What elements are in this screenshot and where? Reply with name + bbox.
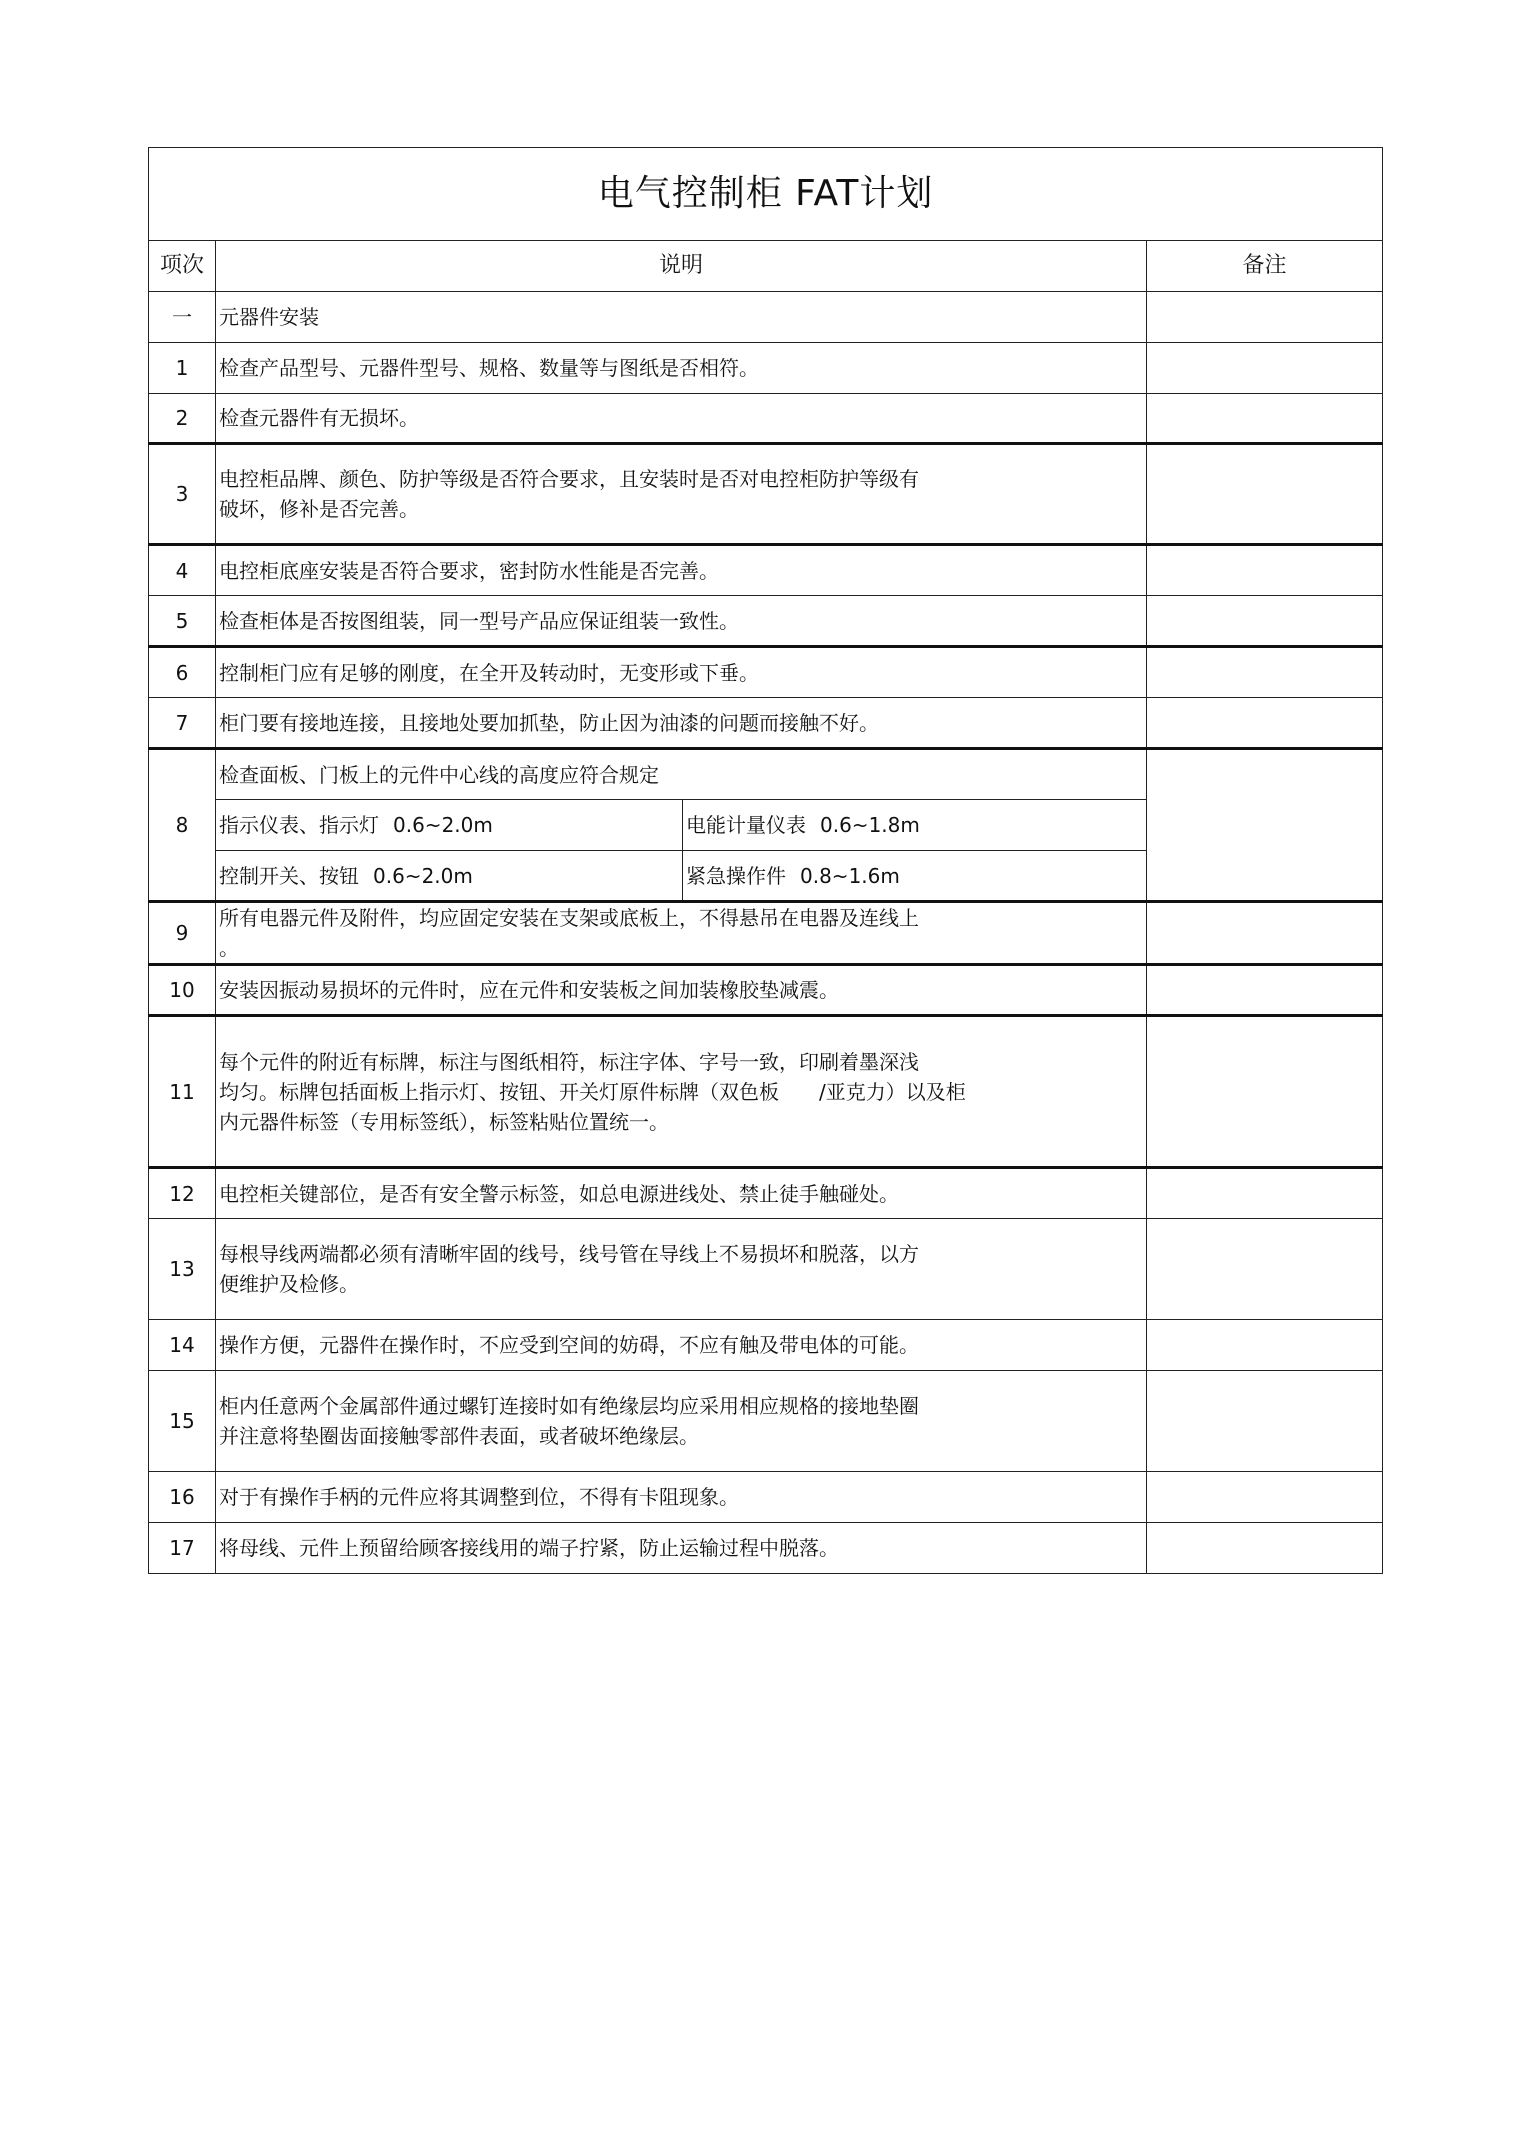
row-number: 12	[149, 1168, 216, 1219]
remarks-cell	[1147, 343, 1383, 394]
table-row	[149, 1016, 1383, 1168]
row-description	[216, 596, 1147, 647]
row-number: 9	[149, 902, 216, 965]
description-line: 对于有操作手柄的元件应将其调整到位，不得有卡阻现象。	[219, 1485, 739, 1509]
remarks-cell	[1147, 1168, 1383, 1219]
row-number: 6	[149, 647, 216, 698]
spec-label: 指示仪表、指示灯	[219, 813, 379, 837]
table-row	[149, 965, 1383, 1016]
description-line: 操作方便，元器件在操作时，不应受到空间的妨碍，不应有触及带电体的可能。	[219, 1333, 919, 1357]
row-number: 2	[149, 394, 216, 444]
spec-label: 紧急操作件	[686, 863, 786, 888]
title-row	[149, 148, 1383, 241]
table-row	[149, 1472, 1383, 1523]
description-line: 将母线、元件上预留给顾客接线用的端子拧紧，防止运输过程中脱落。	[219, 1536, 839, 1560]
spec-value: 0.6~1.8m	[820, 813, 920, 837]
row-number: 8	[149, 749, 216, 902]
row-number: 5	[149, 596, 216, 647]
description-line: 每个元件的附近有标牌，标注与图纸相符，标注字体、字号一致，印刷着墨深浅	[219, 1049, 919, 1074]
row-description	[216, 545, 1147, 596]
row-number: 16	[149, 1472, 216, 1523]
description-line: 每根导线两端都必须有清晰牢固的线号，线号管在导线上不易损坏和脱落，以方	[219, 1242, 919, 1266]
description-line: 柜内任意两个金属部件通过螺钉连接时如有绝缘层均应采用相应规格的接地垫圈	[219, 1394, 919, 1418]
page-title: 电气控制柜 FAT计划	[149, 148, 1383, 241]
remarks-cell	[1147, 647, 1383, 698]
remarks-cell	[1147, 1219, 1383, 1320]
section-number: 一	[149, 292, 216, 343]
header-row	[149, 241, 1383, 292]
table-row	[149, 1168, 1383, 1219]
table-row	[149, 698, 1383, 749]
table-row	[149, 545, 1383, 596]
row-number: 11	[149, 1016, 216, 1168]
description-line: 破坏，修补是否完善。	[219, 497, 419, 521]
row-description: 检查面板、门板上的元件中心线的高度应符合规定	[216, 749, 1147, 800]
description-line: 。	[219, 936, 239, 960]
table-row	[149, 596, 1383, 647]
description-line: 电控柜品牌、颜色、防护等级是否符合要求，且安装时是否对电控柜防护等级有	[219, 467, 919, 491]
spec-value: 0.8~1.6m	[800, 863, 900, 888]
height-spec-cell	[216, 800, 683, 851]
row-description	[216, 1168, 1147, 1219]
spec-value: 0.6~2.0m	[393, 813, 493, 837]
table-row	[149, 647, 1383, 698]
table-row	[149, 343, 1383, 394]
row-description	[216, 1523, 1147, 1574]
description-line: 安装因振动易损坏的元件时，应在元件和安装板之间加装橡胶垫减震。	[219, 978, 839, 1002]
remarks-cell	[1147, 596, 1383, 647]
remarks-cell	[1147, 1320, 1383, 1371]
height-spec-cell	[683, 851, 1147, 902]
remarks-cell	[1147, 292, 1383, 343]
row-number: 13	[149, 1219, 216, 1320]
description-line: 控制柜门应有足够的刚度，在全开及转动时，无变形或下垂。	[219, 660, 759, 685]
table-row	[149, 1320, 1383, 1371]
row-description	[216, 698, 1147, 749]
row-number: 4	[149, 545, 216, 596]
remarks-cell	[1147, 1016, 1383, 1168]
remarks-cell	[1147, 394, 1383, 444]
row-description	[216, 1320, 1147, 1371]
description-line: 检查产品型号、元器件型号、规格、数量等与图纸是否相符。	[219, 356, 759, 380]
description-line: 所有电器元件及附件，均应固定安装在支架或底板上，不得悬吊在电器及连线上	[219, 906, 919, 930]
description-line: 电控柜关键部位，是否有安全警示标签，如总电源进线处、禁止徒手触碰处。	[219, 1181, 899, 1206]
height-spec-cell	[683, 800, 1147, 851]
description-line: 检查元器件有无损坏。	[219, 406, 419, 430]
header-description: 说明	[216, 241, 1147, 292]
remarks-cell	[1147, 545, 1383, 596]
row-description	[216, 1016, 1147, 1168]
remarks-cell	[1147, 902, 1383, 965]
row-description	[216, 394, 1147, 444]
spec-value: 0.6~2.0m	[373, 863, 473, 888]
row-number: 15	[149, 1371, 216, 1472]
table-row	[149, 1219, 1383, 1320]
description-line: 均匀。标牌包括面板上指示灯、按钮、开关灯原件标牌（双色板 /亚克力）以及柜	[219, 1079, 966, 1104]
row-number: 17	[149, 1523, 216, 1574]
description-line: 内元器件标签（专用标签纸），标签粘贴位置统一。	[219, 1109, 669, 1134]
row-description	[216, 1472, 1147, 1523]
remarks-cell	[1147, 1371, 1383, 1472]
fat-plan-sheet	[148, 147, 1382, 1574]
fat-table	[148, 147, 1383, 1574]
section-row	[149, 292, 1383, 343]
table-row	[149, 1371, 1383, 1472]
description-line: 并注意将垫圈齿面接触零部件表面，或者破坏绝缘层。	[219, 1424, 699, 1448]
rows-group-b	[149, 902, 1383, 1574]
row-number: 3	[149, 444, 216, 545]
header-remarks: 备注	[1147, 241, 1383, 292]
row-description	[216, 1371, 1147, 1472]
row-number: 10	[149, 965, 216, 1016]
row-description	[216, 647, 1147, 698]
remarks-cell	[1147, 444, 1383, 545]
remarks-cell	[1147, 1523, 1383, 1574]
row-description	[216, 444, 1147, 545]
description-line: 便维护及检修。	[219, 1272, 359, 1296]
row-description	[216, 1219, 1147, 1320]
row-number: 14	[149, 1320, 216, 1371]
row-description	[216, 965, 1147, 1016]
table-row	[149, 749, 1383, 800]
table-row	[149, 444, 1383, 545]
header-item: 项次	[149, 241, 216, 292]
remarks-cell	[1147, 749, 1383, 902]
table-row	[149, 394, 1383, 444]
table-row	[149, 1523, 1383, 1574]
row-description	[216, 343, 1147, 394]
row-description	[216, 902, 1147, 965]
rows-group-a	[149, 343, 1383, 749]
section-label: 元器件安装	[216, 292, 1147, 343]
remarks-cell	[1147, 1472, 1383, 1523]
row-8-group	[149, 749, 1383, 902]
description-line: 检查柜体是否按图组装，同一型号产品应保证组装一致性。	[219, 608, 739, 633]
description-line: 电控柜底座安装是否符合要求，密封防水性能是否完善。	[219, 558, 719, 583]
remarks-cell	[1147, 965, 1383, 1016]
description-line: 柜门要有接地连接，且接地处要加抓垫，防止因为油漆的问题而接触不好。	[219, 710, 879, 735]
table-row	[149, 902, 1383, 965]
spec-label: 控制开关、按钮	[219, 863, 359, 888]
remarks-cell	[1147, 698, 1383, 749]
row-number: 1	[149, 343, 216, 394]
spec-label: 电能计量仪表	[686, 813, 806, 837]
row-number: 7	[149, 698, 216, 749]
height-spec-cell	[216, 851, 683, 902]
